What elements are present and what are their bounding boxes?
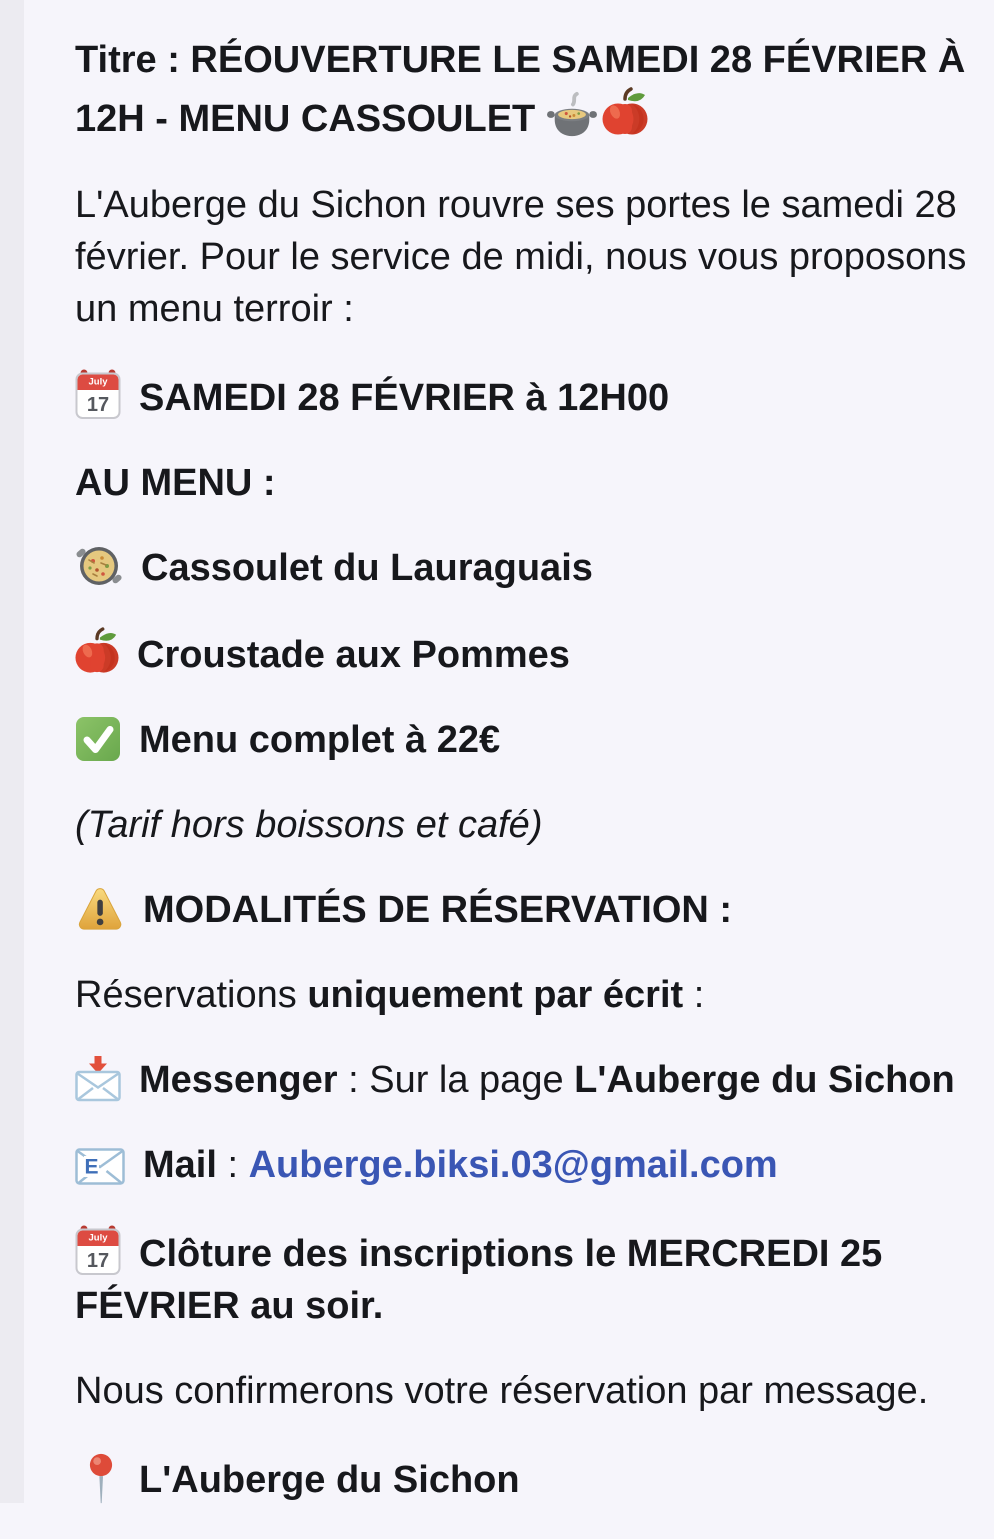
written-only-suffix: : [683,974,705,1016]
written-only-line [75,969,988,1021]
location-line [75,1450,988,1506]
warning-icon [75,886,125,932]
date-line-text: SAMEDI 28 FÉVRIER à 12H00 [139,377,670,419]
post-title-text: Titre : RÉOUVERTURE LE SAMEDI 28 FÉVRIER À 12H - MENU CASSOULET [75,39,966,140]
written-only-bold: uniquement par écrit [307,974,684,1016]
email-icon [75,1147,125,1187]
check-mark-icon [75,716,121,762]
mail-separator: : [216,1144,249,1186]
intro-paragraph: L'Auberge du Sichon rouvre ses portes le samedi 28 février. Pour le service de midi, nous vous proposons un menu terroir : [75,184,967,330]
date-line [75,368,988,424]
location-name: L'Auberge du Sichon [139,1459,520,1501]
confirmation-line: Nous confirmerons votre réservation par message. [75,1370,929,1412]
written-only-prefix: Réservations [75,974,308,1016]
price-note: (Tarif hors boissons et café) [75,804,543,846]
menu-item-prix [75,714,988,766]
svg-text:E: E [84,1155,99,1179]
pot-of-food-icon [547,91,597,139]
incoming-envelope-icon [75,1054,121,1102]
messenger-page-name: L'Auberge du Sichon [574,1059,955,1101]
mail-line [75,1139,988,1191]
deadline-line [75,1224,988,1332]
pan-of-food-icon [75,542,123,590]
menu-header: AU MENU : [75,462,276,504]
messenger-line [75,1054,988,1106]
mail-label: Mail [143,1144,217,1186]
svg-text:17: 17 [86,1250,110,1272]
round-pushpin-icon [89,1450,113,1506]
calendar-icon [75,1224,121,1276]
reservation-header [75,884,988,936]
reservation-header-text: MODALITÉS DE RÉSERVATION : [143,889,733,931]
menu-item-text: Croustade aux Pommes [137,634,570,676]
menu-item-cassoulet [75,542,988,594]
menu-item-text: Menu complet à 22€ [139,719,501,761]
messenger-label: Messenger [139,1059,338,1101]
svg-text:July: July [88,376,108,388]
red-apple-icon [601,87,649,139]
post-title [75,34,988,146]
deadline-text: Clôture des inscriptions le MERCREDI 25 FÉVRIER au soir. [75,1233,883,1327]
red-apple-icon [75,627,119,677]
messenger-mid: : Sur la page [337,1059,575,1101]
mail-address-link[interactable]: Auberge.biksi.03@gmail.com [248,1144,778,1186]
calendar-icon [75,368,121,420]
menu-item-croustade [75,627,988,681]
svg-text:17: 17 [86,394,110,416]
menu-item-text: Cassoulet du Lauraguais [141,547,593,589]
svg-text:July: July [88,1232,108,1244]
